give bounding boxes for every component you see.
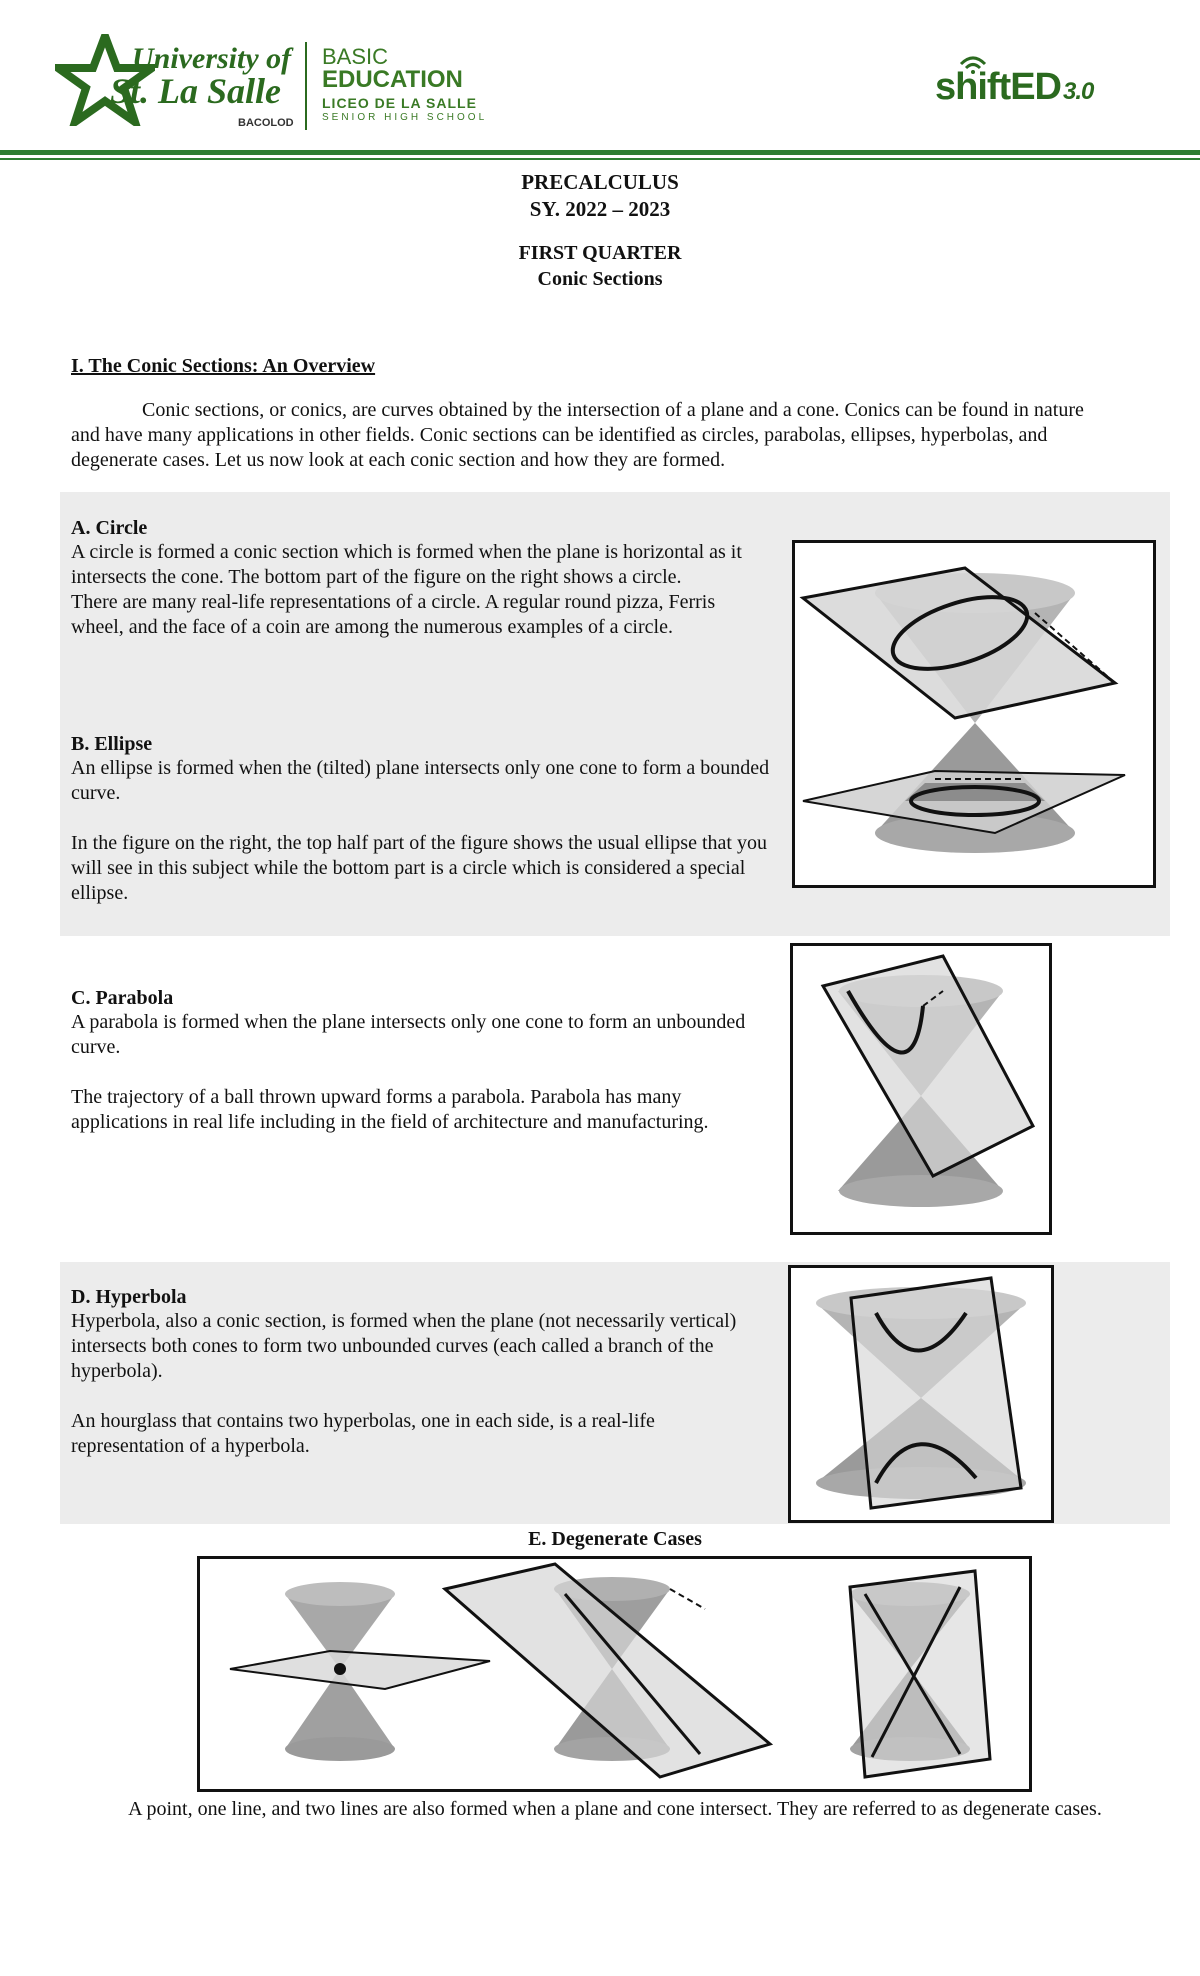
circle-block (71, 517, 771, 640)
school-label: LICEO DE LA SALLE (322, 95, 477, 111)
parabola-figure (790, 943, 1052, 1235)
degenerate-line-drawing (445, 1564, 770, 1777)
logo-divider (305, 42, 307, 130)
hyperbola-paragraph-2: An hourglass that contains two hyperbolas, one in each side, is a real-life representation of a hyperbola. (71, 1410, 655, 1457)
program-logo-version: 3.0 (1063, 78, 1094, 105)
degenerate-figure (197, 1556, 1032, 1792)
degenerate-point-drawing (230, 1582, 490, 1761)
ellipse-paragraph-1: An ellipse is formed when the (tilted) plane intersects only one cone to form a bounded curve. (71, 757, 770, 804)
hyperbola-block (71, 1286, 741, 1459)
circle-heading: A. Circle (71, 517, 148, 539)
hyperbola-figure (788, 1265, 1054, 1523)
header (0, 0, 1200, 150)
school-year: SY. 2022 – 2023 (529, 197, 671, 221)
degenerate-two-lines-drawing (850, 1571, 990, 1777)
topic-title: Conic Sections (537, 268, 663, 290)
quarter-title: FIRST QUARTER (518, 242, 682, 264)
hyperbola-paragraph-1: Hyperbola, also a conic section, is formed when the plane (not necessarily vertical) intersects both cones to form two unbounded curves (each called a branch of the hyperbola). (71, 1310, 737, 1382)
hyperbola-heading: D. Hyperbola (71, 1286, 187, 1308)
level-label: SENIOR HIGH SCHOOL (322, 112, 488, 123)
section-heading: I. The Conic Sections: An Overview (71, 355, 376, 377)
parabola-paragraph-2: The trajectory of a ball thrown upward forms a parabola. Parabola has many applications in real life including in the field of architecture and manufacturing. (71, 1086, 709, 1133)
parabola-paragraph-1: A parabola is formed when the plane intersects only one cone to form an unbounded curve. (71, 1011, 746, 1058)
university-name-line1: University of (132, 42, 292, 75)
header-rule-thin (0, 158, 1200, 160)
parabola-block (71, 987, 771, 1135)
ellipse-circle-figure (792, 540, 1156, 888)
intro-paragraph: Conic sections, or conics, are curves obtained by the intersection of a plane and a cone. Conics can be found in nature and have many applications in other fields. Conic sections can be identified as circles, parabolas, ellipses, hyperbolas, and degenerate cases. Let us now look at each conic section and how they are formed. (71, 399, 1084, 471)
ellipse-paragraph-2: In the figure on the right, the top half part of the figure shows the usual ellipse that you will see in this subject while the bottom part is a circle which is considered a special ellipse. (71, 832, 767, 904)
ellipse-heading: B. Ellipse (71, 733, 153, 755)
header-rule-thick (0, 150, 1200, 155)
campus-label: BACOLOD (238, 117, 294, 129)
basic-label: BASIC (322, 44, 389, 69)
parabola-heading: C. Parabola (71, 987, 174, 1009)
university-name-line2: St. La Salle (110, 71, 282, 111)
subject-title: PRECALCULUS (521, 170, 679, 194)
degenerate-caption: A point, one line, and two lines are also formed when a plane and cone intersect. They are referred to as degenerate cases. (128, 1798, 1102, 1820)
education-label: EDUCATION (322, 66, 463, 93)
ellipse-block (71, 733, 771, 906)
program-logo (935, 66, 1093, 109)
circle-paragraph-2: There are many real-life representations of a circle. A regular round pizza, Ferris wheel, and the face of a coin are among the numerous examples of a circle. (71, 591, 716, 638)
program-logo-main: shiftED (935, 66, 1061, 108)
circle-paragraph-1: A circle is formed a conic section which is formed when the plane is horizontal as it intersects the cone. The bottom part of the figure on the right shows a circle. (71, 541, 742, 588)
degenerate-heading: E. Degenerate Cases (528, 1528, 702, 1550)
